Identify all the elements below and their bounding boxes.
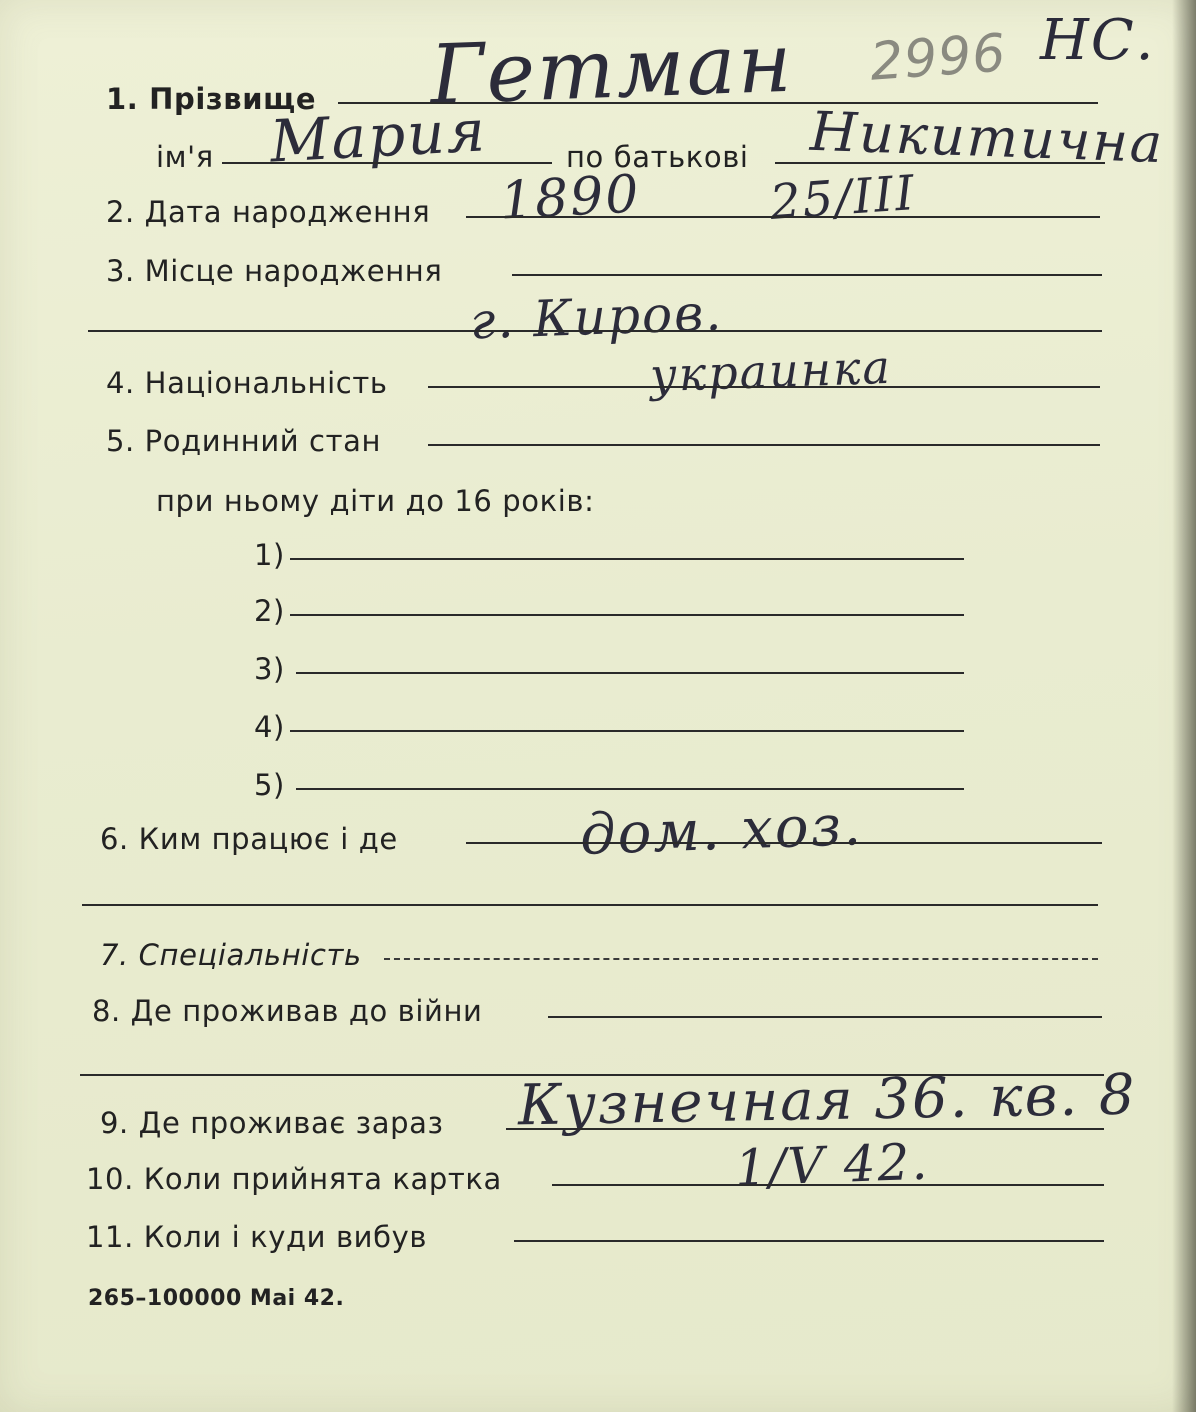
nationality-line — [428, 386, 1100, 388]
print-run-footer: 265–100000 Mai 42. — [88, 1286, 345, 1311]
birth-year-value: 1890 — [498, 164, 642, 232]
prewar-residence-label: 8. Де проживав до війни — [92, 994, 483, 1028]
child-slot-1-label: 1) — [254, 538, 285, 572]
birth-date-line — [466, 216, 1100, 218]
first-name-line — [222, 162, 552, 164]
occupation-line-2 — [82, 904, 1098, 906]
occupation-label: 6. Ким працює і де — [100, 822, 398, 856]
birth-place-line-2 — [88, 330, 1102, 332]
nationality-value: украинка — [649, 339, 893, 403]
occupation-line-1 — [466, 842, 1102, 844]
specialty-line — [384, 958, 1098, 960]
departed-line — [514, 1240, 1104, 1242]
current-residence-label: 9. Де проживає зараз — [100, 1106, 444, 1140]
archive-stamp-number: 2996 — [868, 23, 1009, 93]
departed-label: 11. Коли і куди вибув — [86, 1220, 428, 1254]
birth-place-line-1 — [512, 274, 1102, 276]
card-accepted-value: 1/V 42. — [734, 1132, 931, 1198]
surname-value: Гетман — [428, 15, 796, 124]
specialty-label: 7. Спеціальність — [100, 938, 362, 972]
patronymic-line — [775, 162, 1105, 164]
child-slot-4-line — [290, 730, 964, 732]
current-residence-value: Кузнечная 36. кв. 8 — [517, 1062, 1138, 1139]
birth-day-month-value: 25/III — [768, 164, 918, 232]
card-accepted-line — [552, 1184, 1104, 1186]
card-accepted-label: 10. Коли прийнята картка — [86, 1162, 502, 1196]
child-slot-2-line — [290, 614, 964, 616]
child-slot-2-label: 2) — [254, 594, 285, 628]
marital-status-line — [428, 444, 1100, 446]
patronymic-label: по батькові — [566, 140, 749, 174]
surname-label: 1. Прізвище — [106, 82, 317, 116]
patronymic-value: Никитична — [809, 99, 1166, 176]
nationality-label: 4. Національність — [106, 366, 388, 400]
child-slot-3-line — [296, 672, 964, 674]
occupation-value: дом. хоз. — [578, 793, 864, 868]
birth-place-value: г. Киров. — [469, 283, 724, 351]
birth-place-label: 3. Місце народження — [106, 254, 443, 288]
children-label: при ньому діти до 16 років: — [156, 484, 595, 518]
first-name-label: ім'я — [156, 140, 214, 174]
child-slot-1-line — [290, 558, 964, 560]
archive-initials: НС. — [1040, 8, 1156, 73]
child-slot-5-line — [296, 788, 964, 790]
first-name-value: Мария — [268, 96, 489, 176]
child-slot-3-label: 3) — [254, 652, 285, 686]
marital-status-label: 5. Родинний стан — [106, 424, 382, 458]
birth-date-label: 2. Дата народження — [106, 195, 431, 229]
prewar-residence-line-1 — [548, 1016, 1102, 1018]
child-slot-4-label: 4) — [254, 710, 285, 744]
current-residence-line — [506, 1128, 1104, 1130]
child-slot-5-label: 5) — [254, 768, 285, 802]
